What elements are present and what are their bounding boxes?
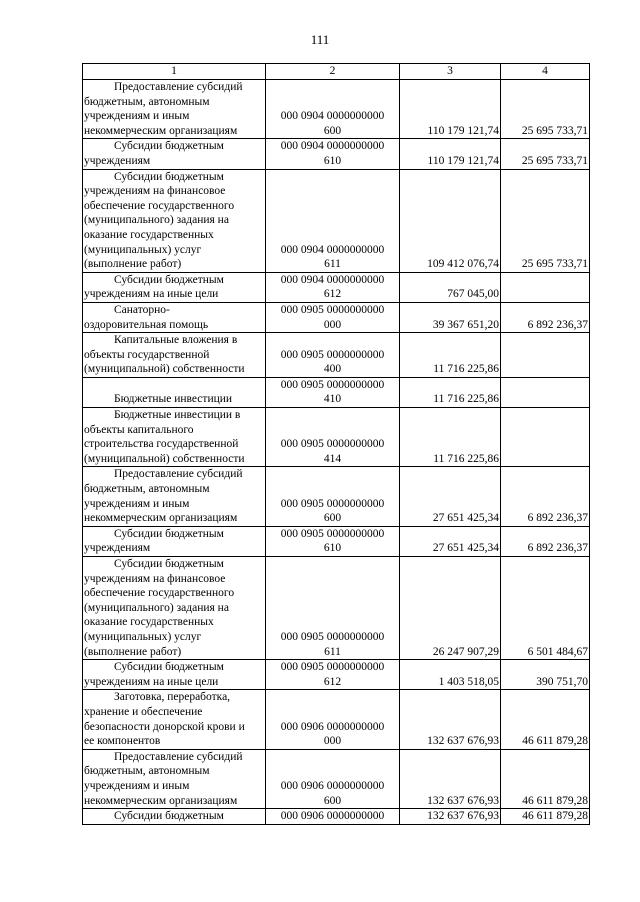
row-code-cell (266, 467, 400, 526)
row-code-cell (266, 526, 400, 556)
row-code-line: 000 0905 0000000000 (280, 661, 385, 674)
row-amount-col4: 25 695 733,71 (501, 80, 590, 139)
row-amount-col4: 6 892 236,37 (501, 302, 590, 332)
row-name-cell (83, 526, 266, 556)
row-amount-col4: 390 751,70 (501, 660, 590, 690)
row-name-line: бюджетным, автономным (84, 765, 210, 778)
row-code-line: 410 (323, 393, 342, 406)
row-amount-col4 (501, 272, 590, 302)
row-name-cell (83, 557, 266, 660)
row-amount-col3: 132 637 676,93 (400, 749, 501, 808)
row-amount-col3: 27 651 425,34 (400, 467, 501, 526)
row-code-line: 000 0904 0000000000 (280, 110, 385, 123)
row-amount-col4: 46 611 879,28 (501, 809, 590, 825)
row-name-line: (муниципальных) услуг (84, 630, 202, 643)
row-code-line: 000 0904 0000000000 (280, 273, 385, 286)
row-name-line: оказание государственных (84, 228, 214, 241)
row-code-line: 000 0905 0000000000 (280, 630, 385, 643)
row-code-line: 000 0905 0000000000 (280, 527, 385, 540)
row-name-line: Капитальные вложения в (114, 334, 238, 347)
row-code-line: 000 0905 0000000000 (280, 378, 385, 391)
row-name-cell (83, 377, 266, 407)
row-name-cell (83, 467, 266, 526)
column-header-4: 4 (501, 64, 590, 80)
row-amount-col4: 6 892 236,37 (501, 467, 590, 526)
row-amount-col3: 11 716 225,86 (400, 408, 501, 467)
row-name-line: некоммерческим организациям (84, 794, 238, 807)
row-name-cell (83, 80, 266, 139)
row-name-line: Бюджетные инвестиции в (114, 409, 241, 422)
row-amount-col4: 6 892 236,37 (501, 526, 590, 556)
table-row (83, 302, 590, 332)
row-code-cell (266, 660, 400, 690)
row-name-line: Субсидии бюджетным (114, 558, 224, 570)
row-name-line: (муниципальной) собственности (84, 452, 245, 465)
row-amount-col4: 46 611 879,28 (501, 690, 590, 749)
table-row (83, 749, 590, 808)
row-name-line: оказание государственных (84, 616, 214, 629)
row-name-line: учреждениям (84, 154, 151, 167)
row-name-cell (83, 408, 266, 467)
table-row (83, 660, 590, 690)
row-name-cell (83, 139, 266, 169)
row-name-line: учреждениям и иным (84, 497, 190, 510)
table-row (83, 80, 590, 139)
row-code-line: 000 0904 0000000000 (280, 243, 385, 256)
page-number: 111 (310, 32, 330, 47)
row-amount-col3: 27 651 425,34 (400, 526, 501, 556)
row-name-line: Субсидии бюджетным (114, 661, 224, 674)
row-name-line: (муниципальных) услуг (84, 243, 202, 256)
row-name-cell (83, 272, 266, 302)
row-code-line: 400 (323, 363, 342, 376)
row-amount-col3: 767 045,00 (400, 272, 501, 302)
row-name-line: учреждениям (84, 542, 151, 555)
row-code-line: 600 (323, 512, 342, 525)
table-row (83, 526, 590, 556)
row-name-line: бюджетным, автономным (84, 483, 210, 496)
row-name-line: Бюджетные инвестиции (114, 393, 233, 406)
row-amount-col3: 132 637 676,93 (400, 809, 501, 825)
row-code-line: 612 (323, 675, 342, 688)
row-name-line: (муниципального) задания на (84, 214, 229, 227)
row-code-cell (266, 169, 400, 272)
row-code-cell (266, 557, 400, 660)
row-code-line: 611 (324, 258, 341, 271)
row-amount-col3: 109 412 076,74 (400, 169, 501, 272)
table-row (83, 408, 590, 467)
row-name-line: оздоровительная помощь (84, 318, 209, 331)
row-amount-col3: 39 367 651,20 (400, 302, 501, 332)
row-name-cell (83, 333, 266, 378)
row-code-cell (266, 302, 400, 332)
row-name-line: бюджетным, автономным (84, 95, 210, 108)
budget-table (82, 63, 590, 825)
row-code-line: 000 0906 0000000000 (280, 779, 385, 792)
row-amount-col4: 25 695 733,71 (501, 139, 590, 169)
row-code-cell (266, 80, 400, 139)
row-name-line: Субсидии бюджетным (114, 170, 224, 183)
row-name-line: некоммерческим организациям (84, 512, 238, 525)
row-name-line: Субсидии бюджетным (114, 810, 224, 823)
row-name-cell (83, 690, 266, 749)
row-name-line: (выполнение работ) (84, 645, 182, 658)
row-code-cell (266, 377, 400, 407)
table-row (83, 690, 590, 749)
row-name-line: Заготовка, переработка, (114, 691, 231, 704)
row-name-cell (83, 809, 266, 825)
row-name-line: хранение и обеспечение (84, 705, 203, 718)
row-code-cell (266, 333, 400, 378)
table-header-row (83, 64, 590, 80)
row-code-line: 612 (323, 288, 342, 301)
row-name-line: строительства государственной (84, 438, 239, 451)
table-row (83, 272, 590, 302)
table-row (83, 467, 590, 526)
row-name-line: (выполнение работ) (84, 258, 182, 271)
column-header-2: 2 (266, 64, 400, 80)
row-code-cell (266, 749, 400, 808)
row-amount-col3: 132 637 676,93 (400, 690, 501, 749)
row-code-line: 000 0905 0000000000 (280, 348, 385, 361)
table-row (83, 557, 590, 660)
row-name-line: обеспечение государственного (84, 587, 235, 600)
row-code-line: 000 (323, 318, 342, 331)
row-name-line: Субсидии бюджетным (114, 273, 224, 286)
row-name-line: объекты капитального (84, 423, 194, 436)
table-row (83, 377, 590, 407)
row-name-line: учреждениям на иные цели (84, 288, 219, 301)
column-header-3: 3 (400, 64, 501, 80)
table-row (83, 139, 590, 169)
column-header-1: 1 (83, 64, 266, 80)
row-name-line: учреждениям на иные цели (84, 675, 219, 688)
row-amount-col4: 46 611 879,28 (501, 749, 590, 808)
row-code-cell (266, 139, 400, 169)
row-code-line: 600 (323, 124, 342, 137)
row-code-line: 600 (323, 794, 342, 807)
row-amount-col4: 25 695 733,71 (501, 169, 590, 272)
row-code-line: 610 (323, 154, 342, 167)
row-name-line: учреждениям и иным (84, 779, 190, 792)
row-amount-col3: 1 403 518,05 (400, 660, 501, 690)
row-name-line: Санаторно- (114, 303, 170, 316)
row-code-line: 000 (323, 735, 342, 748)
row-name-line: Предоставление субсидий (114, 468, 243, 481)
row-amount-col4 (501, 333, 590, 378)
row-amount-col4 (501, 408, 590, 467)
row-code-line: 000 0904 0000000000 (280, 140, 385, 153)
row-name-line: учреждениям на финансовое (84, 185, 226, 198)
row-name-line: (муниципального) задания на (84, 601, 229, 614)
row-name-line: (муниципальной) собственности (84, 363, 245, 376)
table-body (83, 80, 590, 825)
row-code-line: 414 (323, 452, 342, 465)
row-code-cell (266, 690, 400, 749)
row-code-line: 000 0906 0000000000 (280, 720, 385, 733)
row-amount-col3: 11 716 225,86 (400, 377, 501, 407)
row-name-line: обеспечение государственного (84, 199, 235, 212)
row-code-line: 000 0905 0000000000 (280, 303, 385, 316)
row-amount-col4 (501, 377, 590, 407)
row-name-cell (83, 302, 266, 332)
row-name-cell (83, 660, 266, 690)
row-amount-col4: 6 501 484,67 (501, 557, 590, 660)
row-name-cell (83, 749, 266, 808)
table-row (83, 333, 590, 378)
row-code-line: 611 (324, 645, 341, 658)
row-name-line: Субсидии бюджетным (114, 527, 224, 540)
row-name-line: Предоставление субсидий (114, 750, 243, 763)
row-code-cell (266, 272, 400, 302)
table-row (83, 169, 590, 272)
row-name-cell (83, 169, 266, 272)
row-name-line: Предоставление субсидий (114, 81, 243, 93)
row-name-line: некоммерческим организациям (84, 124, 238, 137)
row-amount-col3: 110 179 121,74 (400, 80, 501, 139)
row-code-line: 000 0905 0000000000 (280, 438, 385, 451)
table-row (83, 809, 590, 825)
row-name-line: Субсидии бюджетным (114, 140, 224, 153)
row-name-line: объекты государственной (84, 348, 210, 361)
row-name-line: ее компонентов (84, 735, 161, 748)
row-code-cell (266, 408, 400, 467)
row-code-line: 000 0906 0000000000 (280, 810, 385, 823)
row-name-line: учреждениям на финансовое (84, 572, 226, 585)
row-amount-col3: 110 179 121,74 (400, 139, 501, 169)
row-code-cell (266, 809, 400, 825)
row-code-line: 000 0905 0000000000 (280, 497, 385, 510)
row-name-line: учреждениям и иным (84, 110, 190, 123)
row-amount-col3: 11 716 225,86 (400, 333, 501, 378)
row-code-line: 610 (323, 542, 342, 555)
row-name-line: безопасности донорской крови и (84, 720, 245, 733)
row-amount-col3: 26 247 907,29 (400, 557, 501, 660)
